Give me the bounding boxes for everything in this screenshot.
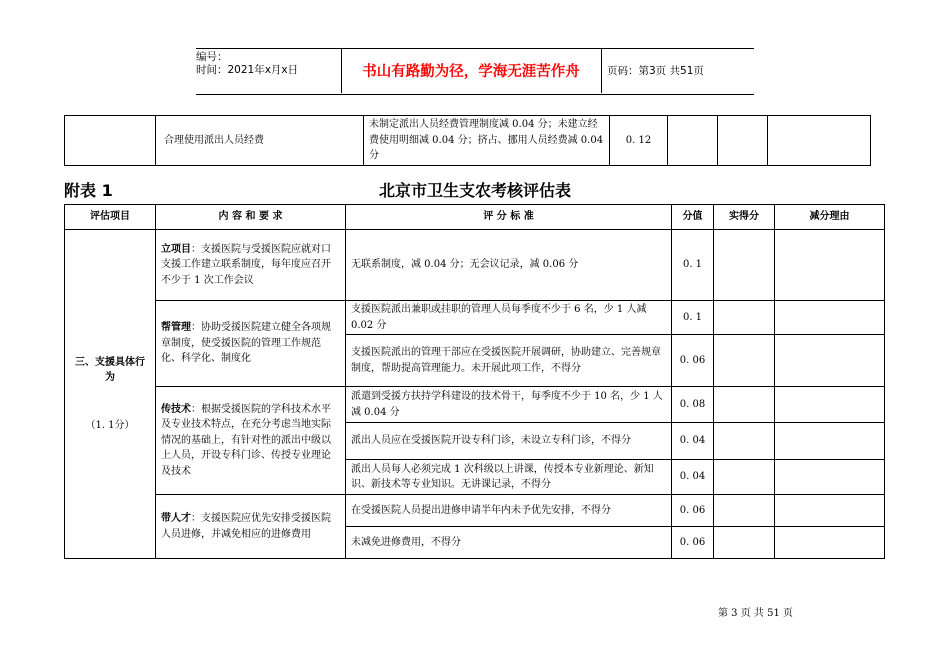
content-label: 带人才	[161, 513, 191, 524]
table-row	[65, 387, 885, 423]
reason-cell	[775, 335, 885, 387]
header-criteria: 评 分 标 准	[346, 205, 672, 230]
actual-score-cell	[714, 423, 775, 460]
reason-cell	[775, 423, 885, 460]
header-page-number: 页码：第3页 共51页	[607, 65, 704, 77]
content-cell	[156, 387, 346, 495]
header-deduction-reason: 减分理由	[775, 205, 885, 230]
actual-score-cell	[714, 335, 775, 387]
page-title: 北京市卫生支农考核评估表	[378, 181, 571, 200]
criteria-cell: 派出人员每人必须完成 1 次科级以上讲课，传授本专业新理论、新知识、新技术等专业知识。无讲课记录，不得分	[346, 460, 672, 495]
header-divider	[601, 48, 602, 93]
prev-content-cell: 合理使用派出人员经费	[156, 116, 364, 166]
criteria-cell: 未减免进修费用，不得分	[346, 527, 672, 559]
actual-score-cell	[714, 495, 775, 527]
previous-table-fragment	[64, 115, 871, 166]
page-footer: 第 3 页 共 51 页	[718, 608, 793, 619]
score-cell: 0. 06	[672, 527, 714, 559]
actual-score-cell	[714, 387, 775, 423]
content-label: 帮管理	[161, 322, 191, 334]
content-label: 传技术	[161, 403, 191, 415]
evaluation-table	[64, 204, 885, 559]
table-row	[65, 116, 871, 166]
criteria-cell: 派出人员应在受援医院开设专科门诊，未设立专科门诊，不得分	[346, 423, 672, 460]
table-cell	[65, 116, 156, 166]
table-row	[65, 301, 885, 335]
prev-criteria-cell: 未制定派出人员经费管理制度减 0.04 分；未建立经费使用明细减 0.04 分；挤占、挪用人员经费减 0.04 分	[364, 116, 610, 166]
reason-cell	[775, 495, 885, 527]
header-meta	[196, 48, 341, 96]
item-name: 三、支援具体行为	[75, 356, 145, 384]
header-actual-score: 实得分	[714, 205, 775, 230]
content-desc: ：支援医院应优先安排受援医院人员进修，并减免相应的进修费用	[161, 513, 331, 540]
score-cell: 0. 08	[672, 387, 714, 423]
table-row	[65, 495, 885, 527]
prev-score-cell: 0. 12	[610, 116, 668, 166]
document-time-label: 时间：2021年x月x日	[196, 64, 299, 76]
table-cell	[768, 116, 871, 166]
reason-cell	[775, 527, 885, 559]
criteria-cell: 派遣到受援方扶持学科建设的技术骨干，每季度不少于 10 名，少 1 人减 0.04 分	[346, 387, 672, 423]
content-desc: ：支援医院与受援医院应就对口支援工作建立联系制度，每年度应召开不少于 1 次工作会议	[161, 243, 331, 286]
header-motto: 书山有路勤为径，学海无涯苦作舟	[362, 64, 580, 80]
score-cell: 0. 06	[672, 495, 714, 527]
document-number-label: 编号：	[196, 51, 228, 63]
item-score: （1. 1分）	[85, 419, 135, 431]
header-item: 评估项目	[65, 205, 156, 230]
reason-cell	[775, 460, 885, 495]
actual-score-cell	[714, 301, 775, 335]
appendix-label: 附表 1	[64, 181, 113, 200]
table-row	[65, 230, 885, 301]
score-cell: 0. 04	[672, 423, 714, 460]
criteria-cell: 支援医院派出的管理干部应在受援医院开展调研，协助建立、完善规章制度，帮助提高管理能力。未开展此项工作，不得分	[346, 335, 672, 387]
actual-score-cell	[714, 527, 775, 559]
criteria-cell: 支援医院派出兼职或挂职的管理人员每季度不少于 6 名，少 1 人减 0.02 分	[346, 301, 672, 335]
content-desc: ：协助受援医院建立健全各项规章制度，使受援医院的管理工作规范化、科学化、制度化	[161, 322, 331, 365]
content-cell	[156, 301, 346, 387]
actual-score-cell	[714, 230, 775, 301]
score-cell: 0. 1	[672, 230, 714, 301]
table-cell	[718, 116, 768, 166]
criteria-cell: 无联系制度，减 0.04 分；无会议记录，减 0.06 分	[346, 230, 672, 301]
reason-cell	[775, 301, 885, 335]
content-cell	[156, 230, 346, 301]
reason-cell	[775, 230, 885, 301]
actual-score-cell	[714, 460, 775, 495]
content-label: 立项目	[161, 243, 191, 255]
reason-cell	[775, 387, 885, 423]
criteria-cell: 在受援医院人员提出进修申请半年内未予优先安排，不得分	[346, 495, 672, 527]
header-content: 内 容 和 要 求	[156, 205, 346, 230]
content-desc: ：根据受援医院的学科技术水平及专业技术特点，在充分考虑当地实际情况的基础上，有针对性的派出中级以上人员，开设专科门诊、传授专业理论及技术	[161, 403, 331, 477]
item-cell	[65, 230, 156, 559]
score-cell: 0. 04	[672, 460, 714, 495]
header-score: 分值	[672, 205, 714, 230]
table-cell	[668, 116, 718, 166]
score-cell: 0. 06	[672, 335, 714, 387]
content-cell	[156, 495, 346, 559]
table-header-row	[65, 205, 885, 230]
score-cell: 0. 1	[672, 301, 714, 335]
